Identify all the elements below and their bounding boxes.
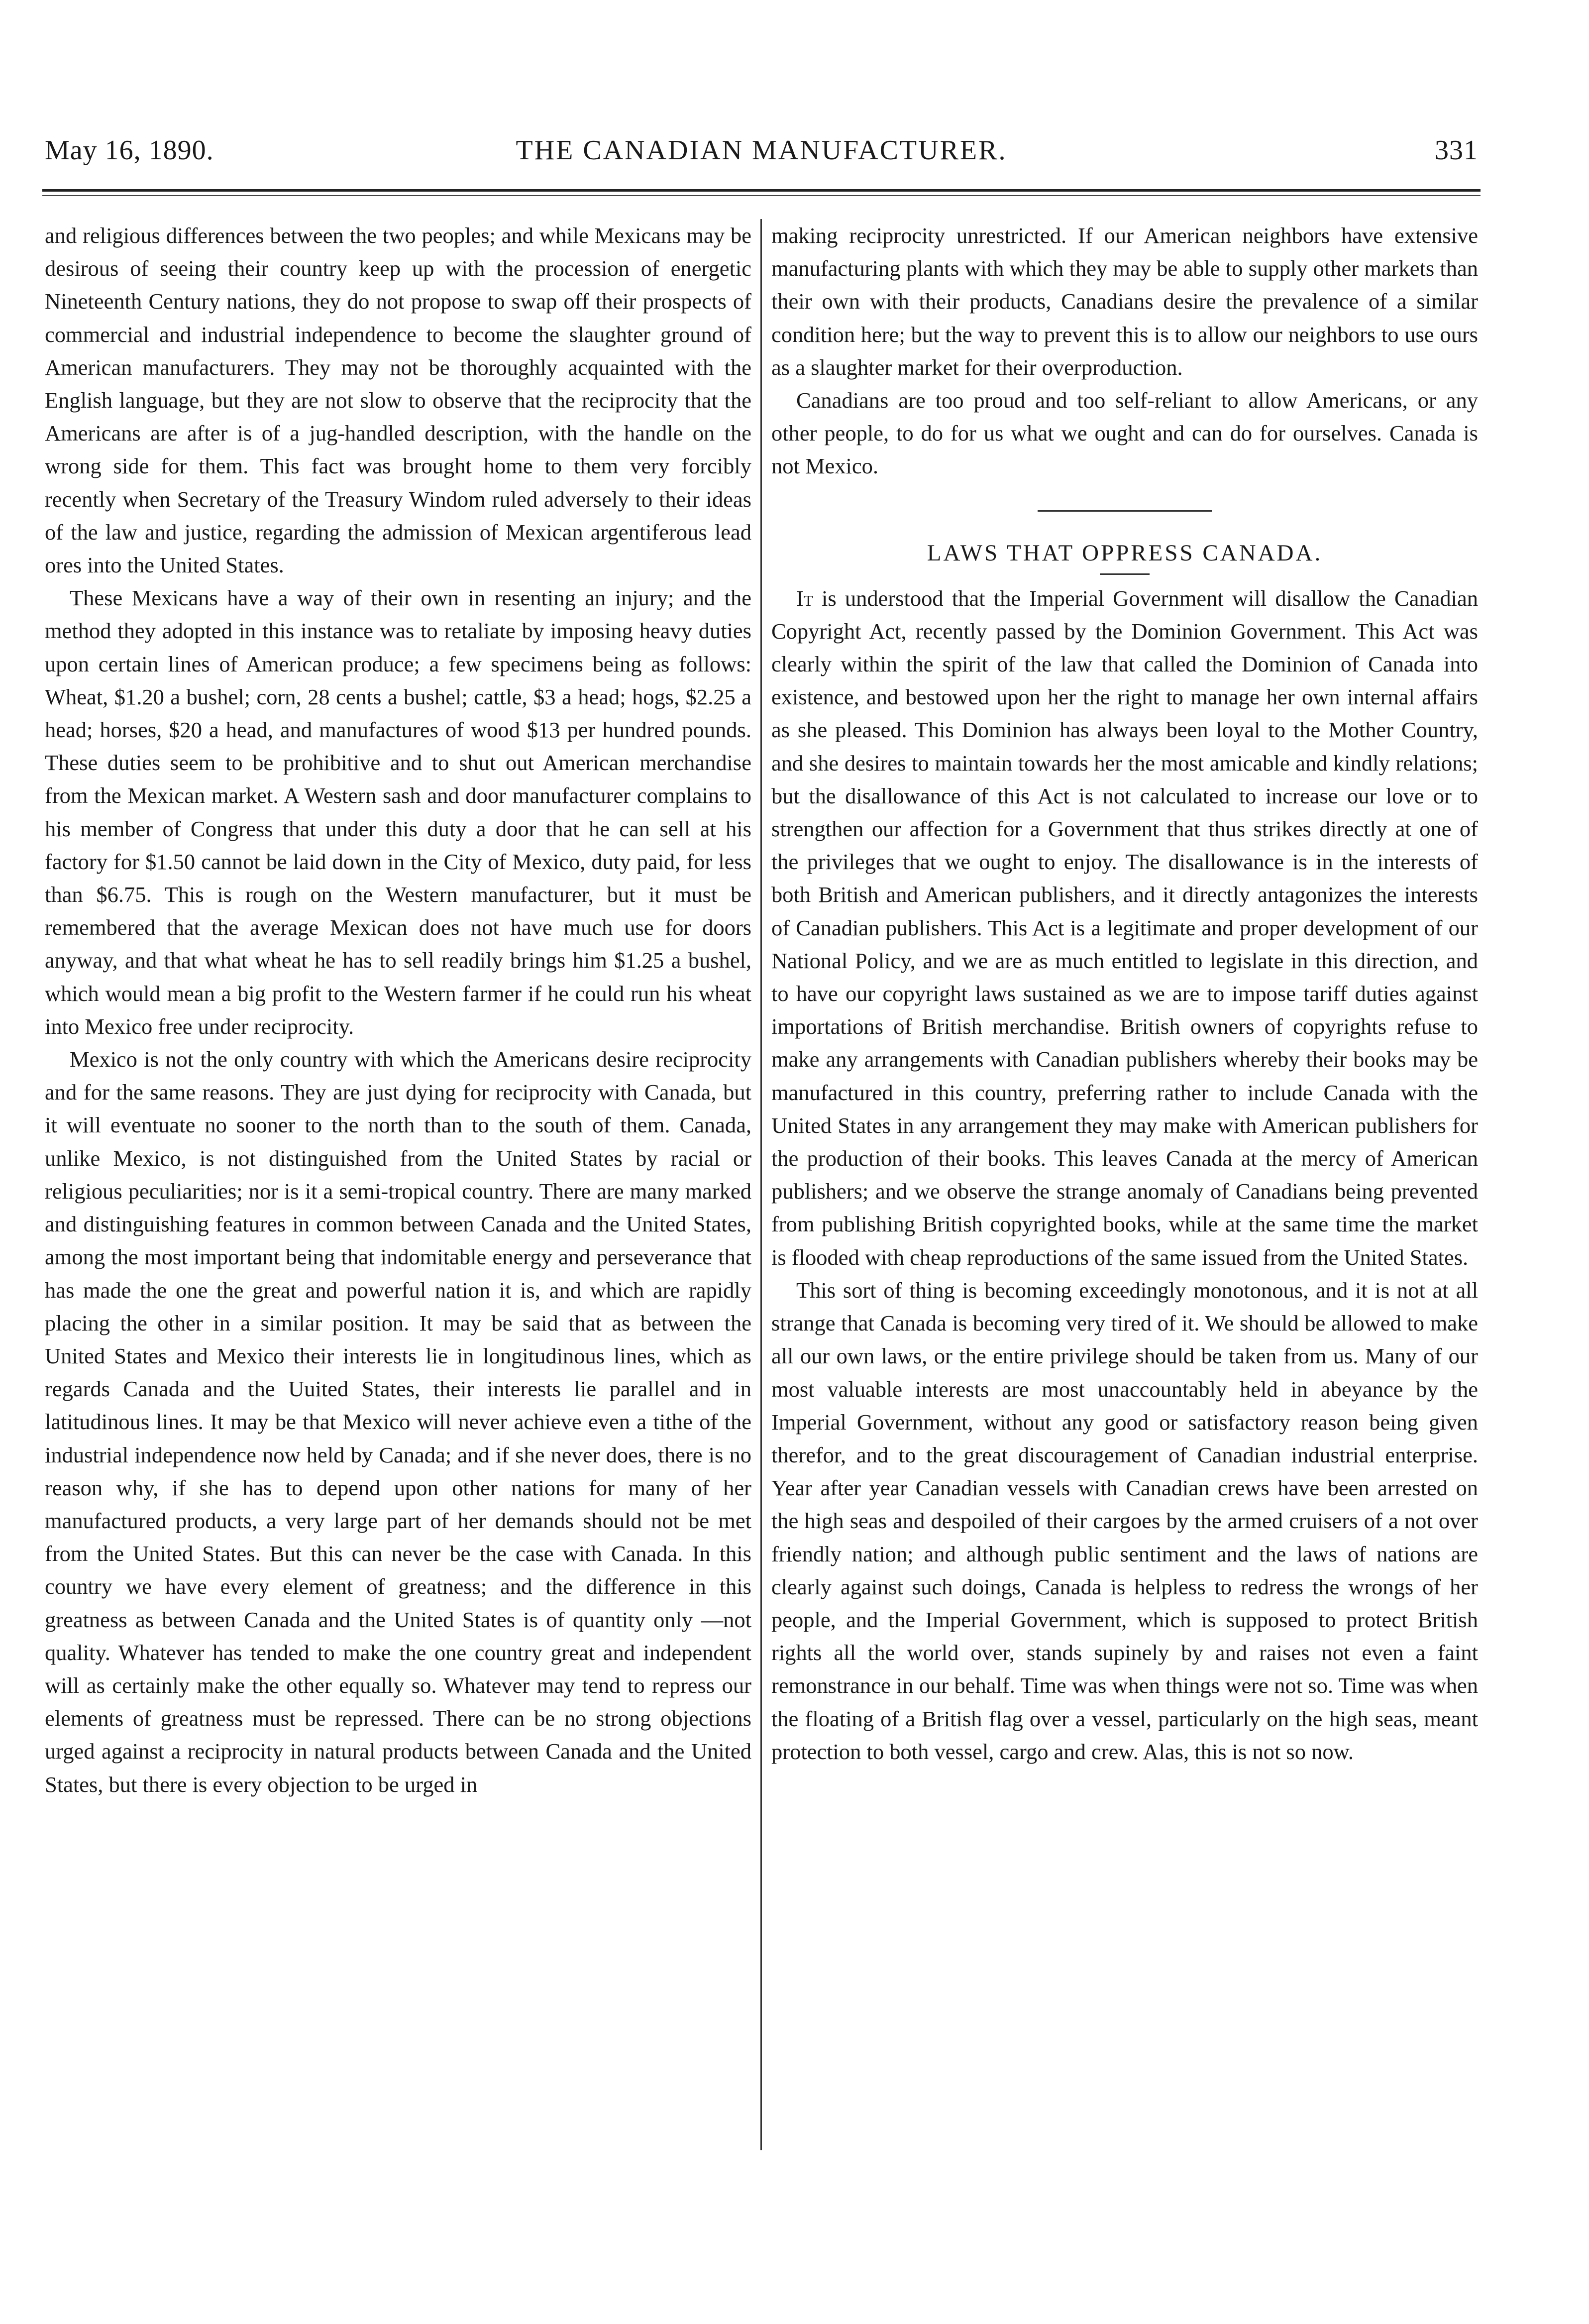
section-paragraph-1 [771, 582, 1478, 1274]
right-paragraph-2: Canadians are too proud and too self-reliant to allow Americans, or any other people, to do for us what we ought and can do for ourselves. Canada is not Mexico. [771, 388, 1478, 479]
header-rule-thin [42, 195, 1481, 196]
section-separator-rule [1038, 510, 1212, 512]
right-paragraph-1: making reciprocity unrestricted. If our American neighbors have extensive manufacturing plants with which they may be able to supply other markets than their own with their products, Canadians desire the prevalence of a similar condition here; but the way to prevent this is to allow our neighbors to use ours as a slaughter market for their overproduction. [771, 223, 1478, 380]
lead-word: It [796, 585, 813, 611]
page-header [45, 134, 1478, 174]
section-title-rule [1100, 573, 1150, 575]
right-column [771, 219, 1478, 1768]
column-divider [760, 219, 762, 2150]
left-paragraph-2: These Mexicans have a way of their own in resenting an injury; and the method they adopted in this instance was to retaliate by imposing heavy duties upon certain lines of American produce; a few specimens being as follows: Wheat, $1.20 a bushel; corn, 28 cents a bushel; cattle, $3 a head; hogs, $2.25 a head; horses, $20 a head, and manufactures of wood $13 per hundred pounds. These duties seem to be prohibitive and to shut out American merchandise from the Mexican market. A Western sash and door manufacturer complains to his member of Congress that under this duty a door that he can sell at his factory for $1.50 cannot be laid down in the City of Mexico, duty paid, for less than $6.75. This is rough on the Western manufacturer, but it must be remembered that the average Mexican does not have much use for doors anyway, and that what wheat he has to sell readily brings him $1.25 a bushel, which would mean a big profit to the Western farmer if he could run his wheat into Mexico free under reciprocity. [45, 585, 751, 1039]
publication-title: THE CANADIAN MANUFACTURER. [516, 135, 1007, 166]
page-number: 331 [1435, 135, 1478, 166]
left-column [45, 219, 751, 1801]
left-paragraph-1: and religious differences between the two peoples; and while Mexicans may be desirous of seeing their country keep up with the procession of energetic Nineteenth Century nations, they do not propose to swap off their prospects of commercial and industrial independence to become the slaughter ground of American manufacturers. They may not be thoroughly acquainted with the English language, but they are not slow to observe that the reciprocity that the Americans are after is of a jug-handled description, with the handle on the wrong side for them. This fact was brought home to them very forcibly recently when Secretary of the Treasury Windom ruled adversely to their ideas of the law and justice, regarding the admission of Mexican argentiferous lead ores into the United States. [45, 223, 751, 578]
header-rule-thick [42, 189, 1481, 192]
section-paragraph-2: This sort of thing is becoming exceedingly monotonous, and it is not at all strange that Canada is becoming very tired of it. We should be allowed to make all our own laws, or the entire privilege should be taken from us. Many of our most valuable interests are most unaccountably held in abeyance by the Imperial Government, without any good or satisfactory reason being given therefor, and to the great discouragement of Canadian industrial enterprise. Year after year Canadian vessels with Canadian crews have been arrested on the high seas and despoiled of their cargoes by the armed cruisers of a not over friendly nation; and although public sentiment and the laws of nations are clearly against such doings, Canada is helpless to redress the wrongs of her people, and the Imperial Government, which is supposed to protect British rights all the world over, stands supinely by and raises not even a faint remonstrance in our behalf. Time was when things were not so. Time was when the floating of a British flag over a vessel, particularly on the high seas, meant protection to both vessel, cargo and crew. Alas, this is not so now. [771, 1277, 1478, 1764]
issue-date: May 16, 1890. [45, 135, 214, 166]
section-paragraph-1-text: is understood that the Imperial Government will disallow the Canadian Copyright Act, recently passed by the Dominion Government. This Act was clearly within the spirit of the law that called the Dominion of Canada into existence, and bestowed upon her the right to manage her own internal affairs as she pleased. This Dominion has always been loyal to the Mother Country, and she desires to maintain towards her the most amicable and kindly relations; but the disallowance of this Act is not calculated to increase our love or to strengthen our affection for a Government that thus strikes directly at one of the privileges that we ought to enjoy. The disallowance is in the interests of both British and American publishers, and it directly antagonizes the interests of Canadian publishers. This Act is a legitimate and proper development of our National Policy, and we are as much entitled to legislate in this direction, and to have our copyright laws sustained as we are to impose tariff duties against importations of British merchandise. British owners of copyrights refuse to make any arrangements with Canadian publishers whereby their books may be manufactured in this country, preferring rather to include Canada with the United States in any arrangement they may make with American publishers for the production of their books. This leaves Canada at the mercy of American publishers; and we observe the strange anomaly of Canadians being prevented from publishing British copyrighted books, while at the same time the market is flooded with cheap reproductions of the same issued from the United States. [771, 585, 1478, 1270]
left-paragraph-3: Mexico is not the only country with which the Americans desire reciprocity and for the same reasons. They are just dying for reciprocity with Canada, but it will eventuate no sooner to the north than to the south of them. Canada, unlike Mexico, is not distinguished from the United States by racial or religious peculiarities; nor is it a semi-tropical country. There are many marked and distinguishing features in common between Canada and the United States, among the most important being that indomitable energy and perseverance that has made the one the great and powerful nation it is, and which are rapidly placing the other in a similar position. It may be said that as between the United States and Mexico their interests lie in longitudinous lines, which as regards Canada and the Uuited States, their interests lie parallel and in latitudinous lines. It may be that Mexico will never achieve even a tithe of the industrial independence now held by Canada; and if she never does, there is no reason why, if she has to depend upon other nations for many of her manufactured products, a very large part of her demands should not be met from the United States. But this can never be the case with Canada. In this country we have every element of greatness; and the difference in this greatness as between Canada and the United States is of quantity only —not quality. Whatever has tended to make the one country great and independent will as certainly make the other equally so. Whatever may tend to repress our elements of greatness must be repressed. There can be no strong objections urged against a reciprocity in natural products between Canada and the United States, but there is every objection to be urged in [45, 1047, 751, 1797]
section-title: LAWS THAT OPPRESS CANADA. [927, 540, 1323, 566]
